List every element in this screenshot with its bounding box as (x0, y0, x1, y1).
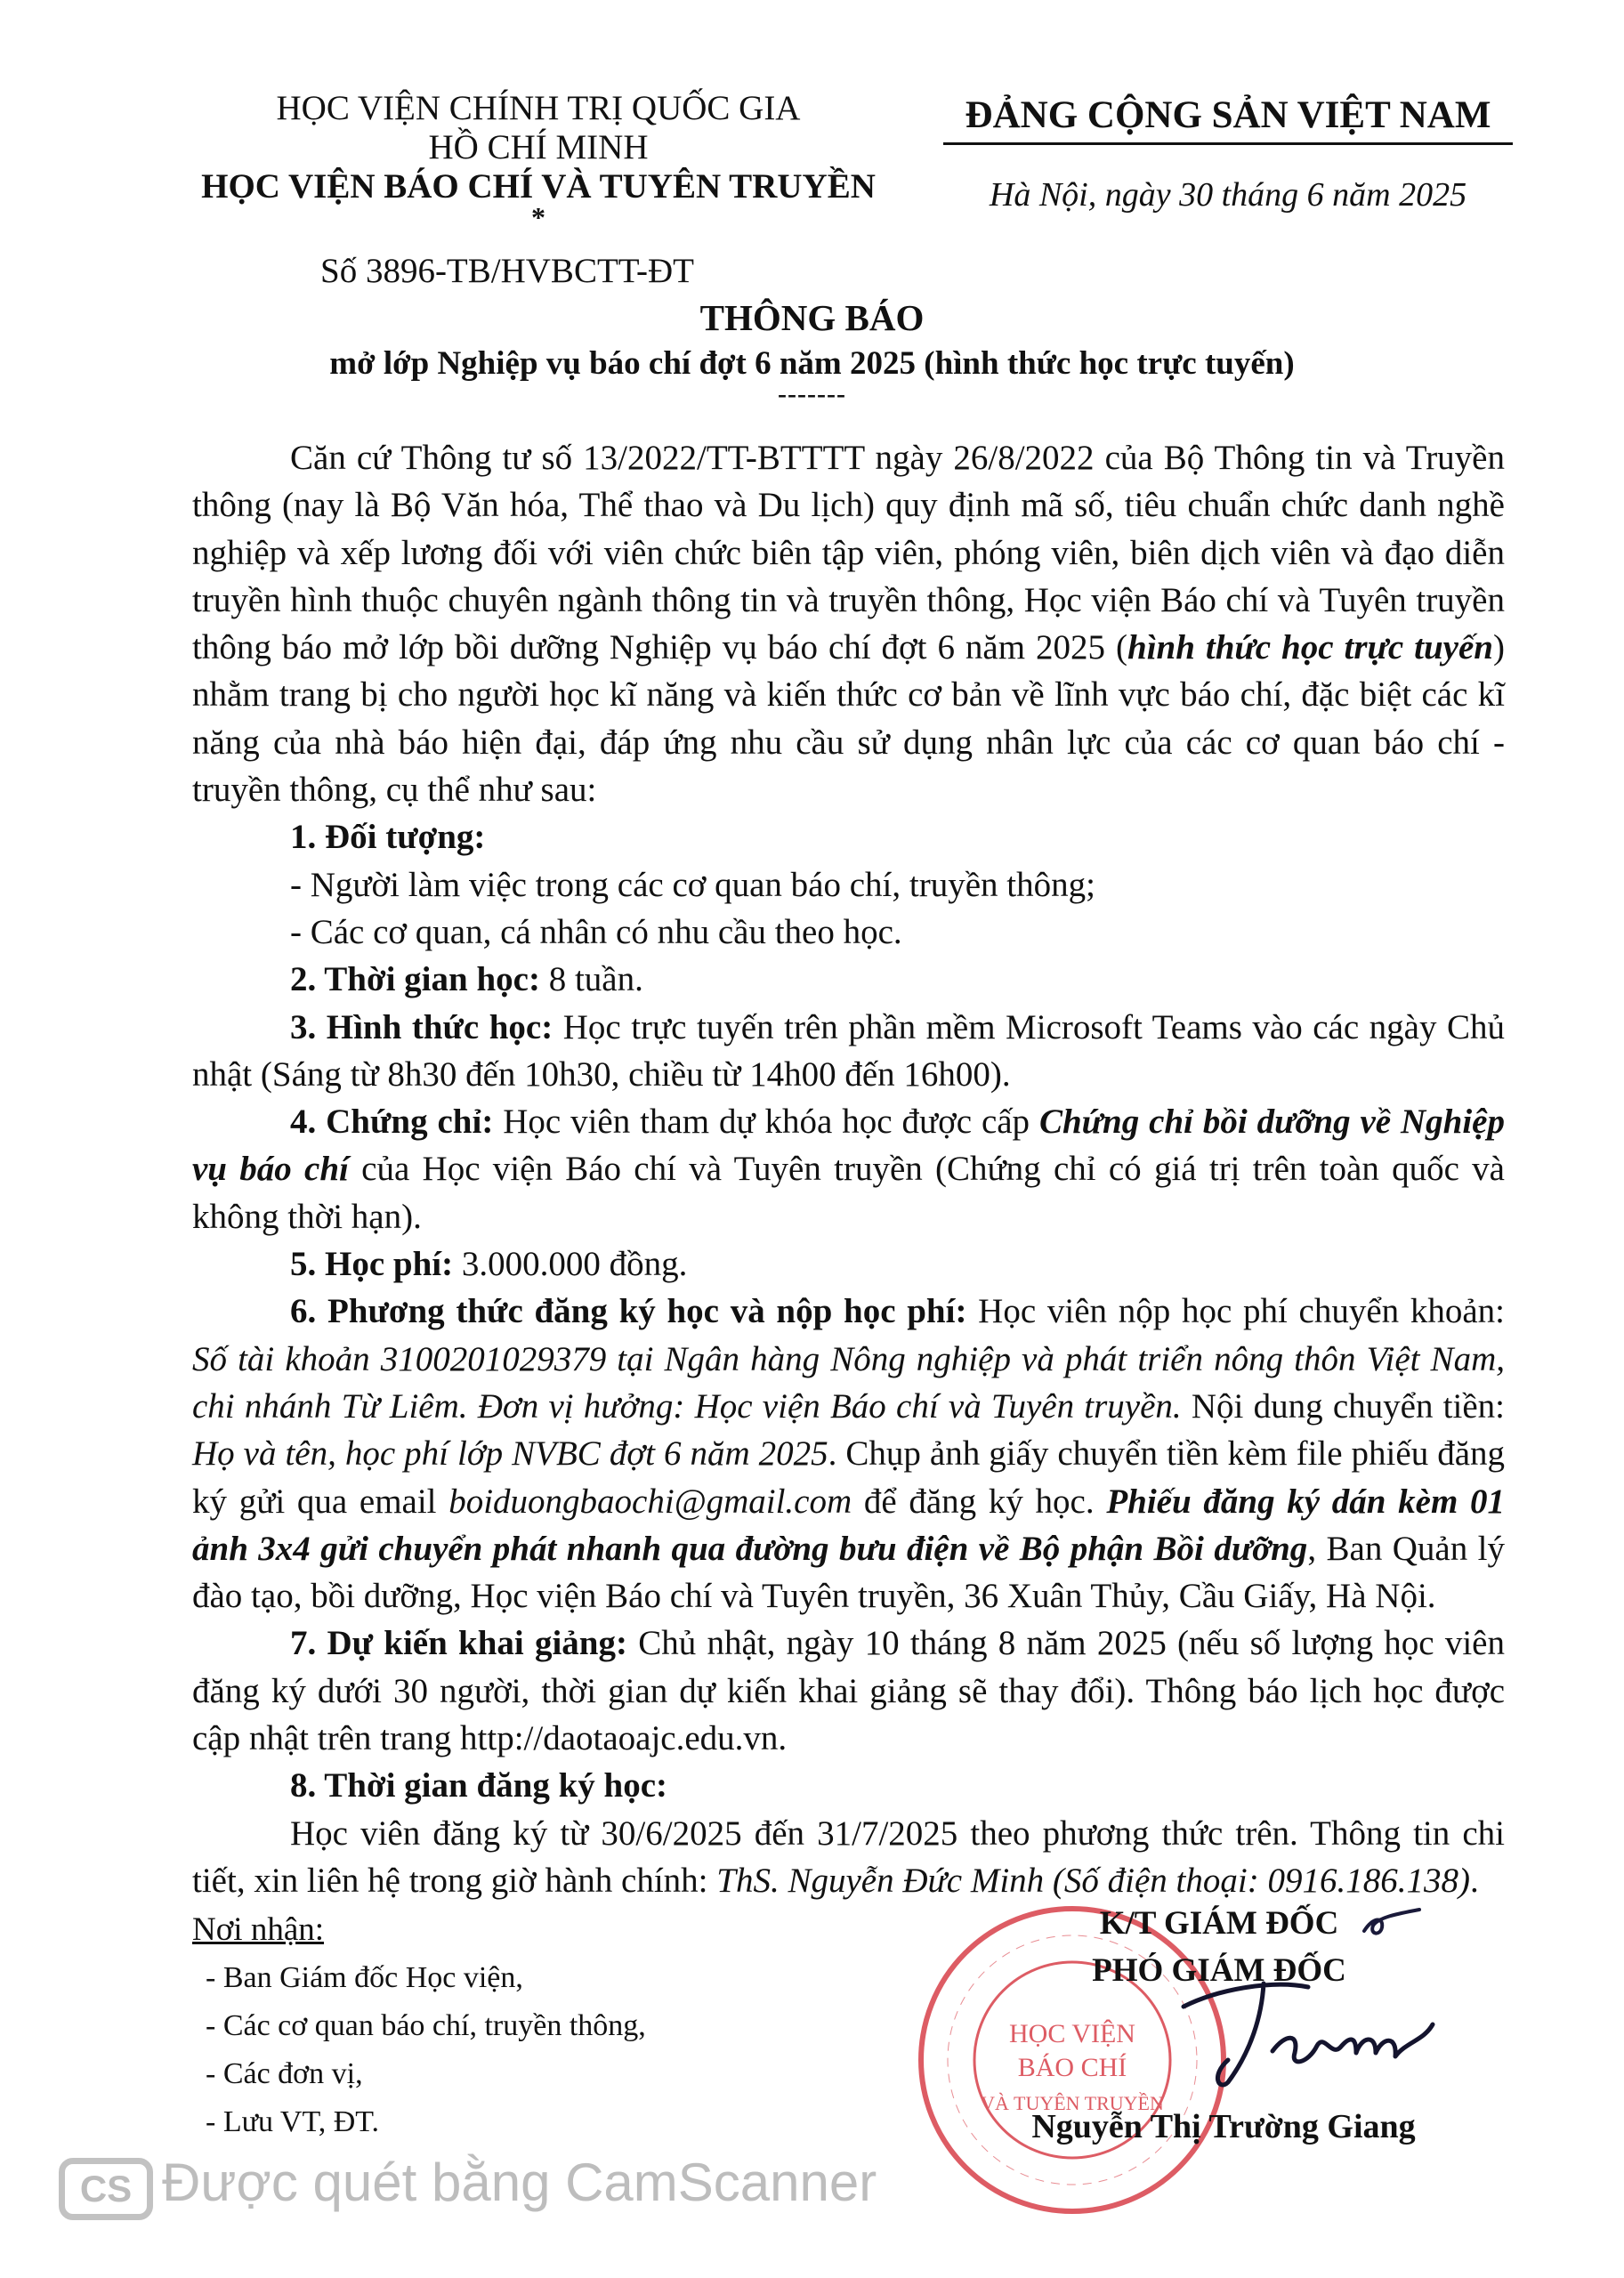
section-2-label: 2. Thời gian học: (290, 960, 540, 999)
section-6-label: 6. Phương thức đăng ký học và nộp học phí: (290, 1292, 967, 1331)
recipient-item: - Lưu VT, ĐT. (206, 2105, 380, 2138)
intro-format: hình thức học trực tuyến (1127, 628, 1493, 667)
org-name: HỌC VIỆN BÁO CHÍ VÀ TUYÊN TRUYỀN (201, 167, 876, 206)
mailing-instruction: Phiếu đăng ký dán kèm 01 ảnh 3x4 gửi chuyển phát nhanh qua đường bưu điện về Bộ phận Bồi dưỡng (192, 1482, 1506, 1568)
intro-paragraph (192, 434, 1505, 813)
section-2-text: 8 tuần. (539, 960, 643, 999)
party-name: ĐẢNG CỘNG SẢN VIỆT NAM (965, 94, 1491, 136)
intro-text-2: ) nhằm trang bị cho người học kĩ năng và kiến thức cơ bản về lĩnh vực báo chí, đặc biệt các kĩ năng của nhà báo hiện đại, đáp ứng nhu cầu sử dụng nhân lực của các cơ quan báo chí - truyền thông, cụ thể như sau: (192, 628, 1505, 810)
signer-name: Nguyễn Thị Trường Giang (1031, 2108, 1416, 2145)
org-star: * (531, 201, 545, 233)
transfer-content: Họ và tên, học phí lớp NVBC đợt 6 năm 2025 (192, 1434, 828, 1474)
recipient-item: - Các đơn vị, (206, 2057, 363, 2090)
section-1-heading: 1. Đối tượng: (290, 818, 486, 857)
section-8-text-1: Học viên đăng ký từ 30/6/2025 đến 31/7/2025 theo phương thức trên. Thông tin chi tiết, xin liên hệ trong giờ hành chính: (192, 1814, 1505, 1900)
section-6-text-4: để đăng ký học. (852, 1482, 1107, 1521)
document-subtitle: mở lớp Nghiệp vụ báo chí đợt 6 năm 2025 (hình thức học trực tuyến) (329, 345, 1295, 382)
section-7 (192, 1620, 1505, 1762)
section-1-item: - Người làm việc trong các cơ quan báo chí, truyền thông; (290, 865, 1095, 904)
section-8-text-2: . (1469, 1861, 1479, 1900)
section-5 (192, 1240, 1505, 1288)
document-body (192, 434, 1505, 1904)
section-6-text-1: Học viên nộp học phí chuyển khoản: (966, 1292, 1506, 1331)
section-5-text: 3.000.000 đồng. (453, 1245, 688, 1284)
section-6-text-2: Nội dung chuyển tiền: (1181, 1386, 1505, 1426)
initial-mark (1357, 1904, 1424, 1944)
certificate-name: Chứng chỉ bồi dưỡng về Nghiệp vụ báo chí (192, 1103, 1505, 1189)
bank-account-info: Số tài khoản 3100201029379 tại Ngân hàng Nông nghiệp và phát triển nông thôn Việt Nam, chi nhánh Từ Liêm. Đơn vị hưởng: Học viện Báo chí và Tuyên truyền. (192, 1339, 1505, 1426)
org-parent-line1: HỌC VIỆN CHÍNH TRỊ QUỐC GIA (276, 89, 801, 127)
intro-text-1: Căn cứ Thông tư số 13/2022/TT-BTTTT ngày 26/8/2022 của Bộ Thông tin và Truyền thông (nay là Bộ Văn hóa, Thể thao và Du lịch) quy định mã số, tiêu chuẩn chức danh nghề nghiệp và xếp lương đối với viên chức biên tập viên, phóng viên, biên dịch viên và đạo diễn truyền hình thuộc chuyên ngành thông tin và truyền thông, Học viện Báo chí và Tuyên truyền thông báo mở lớp bồi dưỡng Nghiệp vụ báo chí đợt 6 năm 2025 ( (192, 439, 1505, 667)
signature-title-2: PHÓ GIÁM ĐỐC (1092, 1952, 1346, 1989)
contact-email: boiduongbaochi@gmail.com (448, 1482, 852, 1521)
party-underline (943, 142, 1513, 145)
stamp-line-1: HỌC VIỆN (1009, 2019, 1135, 2048)
section-1-item: - Các cơ quan, cá nhân có nhu cầu theo học. (290, 912, 902, 951)
document-number: Số 3896-TB/HVBCTT-ĐT (320, 252, 694, 290)
stamp-line-2: BÁO CHÍ (1017, 2053, 1127, 2082)
section-4-label: 4. Chứng chỉ: (290, 1103, 494, 1142)
national-header (917, 89, 1539, 214)
section-3 (192, 1004, 1505, 1099)
section-6-text-3: . Chụp ảnh giấy chuyển tiền kèm file phiếu đăng ký gửi qua email (192, 1434, 1506, 1521)
org-parent-line2: HỒ CHÍ MINH (428, 128, 649, 166)
camscanner-watermark: Được quét bằng CamScanner (162, 2153, 877, 2212)
section-8 (192, 1810, 1505, 1905)
section-4 (192, 1098, 1505, 1240)
handwritten-signature (1166, 1971, 1450, 2096)
section-6 (192, 1288, 1505, 1620)
recipient-item: - Các cơ quan báo chí, truyền thông, (206, 2009, 646, 2042)
issuing-organization (151, 89, 925, 233)
section-4-text-1: Học viên tham dự khóa học được cấp (493, 1103, 1039, 1142)
stamp-line-3: VÀ TUYÊN TRUYỀN (981, 2092, 1164, 2114)
signature-title-1: K/T GIÁM ĐỐC (1099, 1905, 1339, 1942)
section-3-text: Học trực tuyến trên phần mềm Microsoft Teams vào các ngày Chủ nhật (Sáng từ 8h30 đến 10h30, chiều từ 14h00 đến 16h00). (192, 1007, 1505, 1094)
section-5-label: 5. Học phí: (290, 1245, 454, 1284)
contact-person: ThS. Nguyễn Đức Minh (Số điện thoại: 0916.186.138) (716, 1861, 1470, 1900)
section-7-label: 7. Dự kiến khai giảng: (290, 1624, 627, 1663)
title-divider: ------- (778, 379, 846, 408)
recipient-item: - Ban Giám đốc Học viện, (206, 1961, 523, 1994)
section-2 (192, 956, 1505, 1003)
recipients-block (192, 1906, 815, 2146)
section-8-heading: 8. Thời gian đăng ký học: (290, 1766, 668, 1805)
section-7-text: Chủ nhật, ngày 10 tháng 8 năm 2025 (nếu số lượng học viên đăng ký dưới 30 người, thời gian dự kiến khai giảng sẽ thay đổi). Thông báo lịch học được cập nhật trên trang http://daotaoajc.edu.vn. (192, 1624, 1505, 1758)
camscanner-logo-icon: CS (59, 2158, 153, 2220)
recipients-label: Nơi nhận: (192, 1911, 325, 1948)
place-date: Hà Nội, ngày 30 tháng 6 năm 2025 (989, 176, 1467, 214)
section-4-text-2: của Học viện Báo chí và Tuyên truyền (Chứng chỉ có giá trị trên toàn quốc và không thời hạn). (192, 1150, 1505, 1236)
section-3-label: 3. Hình thức học: (290, 1007, 553, 1046)
document-title: THÔNG BÁO (699, 297, 925, 338)
section-6-text-5: , Ban Quản lý đào tạo, bồi dưỡng, Học viện Báo chí và Tuyên truyền, 36 Xuân Thủy, Cầu Giấy, Hà Nội. (192, 1529, 1505, 1616)
